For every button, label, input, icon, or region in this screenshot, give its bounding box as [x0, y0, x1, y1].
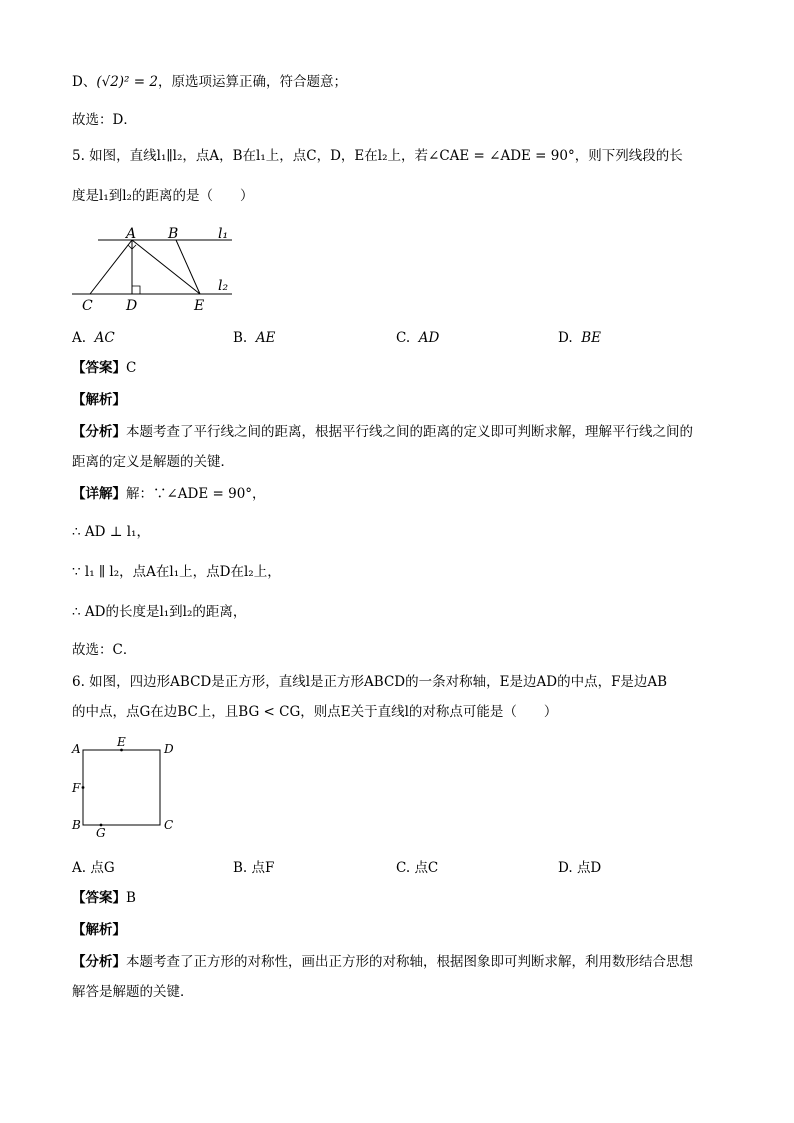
q6-fenxi-tag: 【分析】: [72, 954, 126, 970]
q6-option-c: [396, 858, 438, 878]
q6-option-a: [72, 858, 115, 878]
q6-stem-line2: 的中点，点G在边BC上，且BG < CG，则点E关于直线l的对称点可能是（ ）: [72, 704, 558, 720]
q6-label-e: E: [117, 735, 126, 749]
q5-option-a-text: AC: [94, 330, 115, 346]
q5-stem-line2: 度是l₁到l₂的距离的是（ ）: [72, 188, 254, 204]
q5-answer-value: C: [126, 360, 137, 376]
q5-option-c: [396, 328, 439, 348]
q5-label-a: A: [126, 226, 137, 242]
q5-option-c-text: AD: [418, 330, 440, 346]
q6-label-f: F: [72, 781, 81, 795]
q5-label-l2: l₂: [218, 278, 229, 294]
q6-analysis-tag: [72, 920, 126, 940]
q5-right-angle-d: [132, 286, 140, 294]
q6-point-f: [82, 786, 85, 789]
q5-option-b: [233, 328, 275, 348]
q6-analysis-tag-text: 【解析】: [72, 922, 126, 938]
q5-detail-line4: ∴ AD的长度是l₁到l₂的距离，: [72, 604, 247, 620]
q6-answer-value: B: [126, 890, 136, 906]
q5-label-b: B: [168, 226, 179, 242]
q5-select-line: 故选：C．: [72, 642, 137, 658]
q6-option-b: [233, 858, 274, 878]
q5-segment-ac: [90, 240, 132, 294]
q5-option-b-letter: B.: [233, 330, 248, 346]
q5-figure: [70, 222, 240, 317]
q6-option-c-text: 点C: [414, 860, 439, 876]
q6-stem-line1: 6. 如图，四边形ABCD是正方形，直线l是正方形ABCD的一条对称轴，E是边AD的中点，F是边AB: [72, 674, 668, 690]
q6-label-d: D: [164, 742, 174, 756]
q5-detail-line1: [72, 484, 266, 504]
q5-fenxi-text1: 本题考查了平行线之间的距离，根据平行线之间的距离的定义即可判断求解，理解平行线之间的: [126, 424, 693, 440]
q6-label-a: A: [72, 742, 81, 756]
q6-label-c: C: [164, 818, 174, 832]
q5-fenxi-line2: 距离的定义是解题的关键．: [72, 454, 234, 470]
option-d-expression: (√2)² = 2: [96, 74, 158, 90]
q5-answer-tag: 【答案】: [72, 360, 126, 376]
q6-option-d-letter: D.: [558, 860, 573, 876]
q5-option-d: [558, 328, 601, 348]
q6-option-a-text: 点G: [90, 860, 115, 876]
q6-figure: [68, 733, 188, 838]
q6-point-e: [120, 749, 123, 752]
q5-detail-tag: 【详解】: [72, 486, 126, 502]
q6-option-c-letter: C.: [396, 860, 411, 876]
q6-answer-tag: 【答案】: [72, 890, 126, 906]
q6-label-g: G: [96, 826, 106, 838]
q5-fenxi-tag: 【分析】: [72, 424, 126, 440]
q5-label-d: D: [126, 298, 138, 314]
q5-label-l1: l₁: [218, 226, 229, 242]
q5-segment-ae: [132, 240, 200, 294]
q5-option-c-letter: C.: [396, 330, 411, 346]
q6-fenxi-text1: 本题考查了正方形的对称性，画出正方形的对称轴，根据图象即可判断求解，利用数形结合思想: [126, 954, 693, 970]
q5-detail-line3: ∵ l₁ ∥ l₂，点A在l₁上，点D在l₂上，: [72, 564, 281, 580]
q6-option-b-text: 点F: [251, 860, 275, 876]
option-d-suffix: ，原选项运算正确，符合题意；: [157, 74, 347, 90]
option-d-prefix: D、: [72, 74, 97, 90]
q6-square: [83, 750, 160, 825]
q5-detail-line2: ∴ AD ⊥ l₁，: [72, 524, 150, 540]
q6-answer-line: [72, 888, 136, 908]
q5-option-a: [72, 328, 115, 348]
q5-option-b-text: AE: [255, 330, 276, 346]
q6-fenxi-line2: 解答是解题的关键．: [72, 984, 194, 1000]
q5-stem-line1: 5. 如图，直线l₁∥l₂，点A，B在l₁上，点C，D，E在l₂上，若∠CAE = ∠ADE = 90°，则下列线段的长: [72, 148, 683, 164]
q4-select-line: 故选：D．: [72, 112, 137, 128]
option-d-line: [72, 72, 347, 92]
q5-fenxi-line1: [72, 422, 693, 442]
q6-fenxi-line1: [72, 952, 693, 972]
q6-label-b: B: [72, 818, 81, 832]
q5-detail-text1: 解：∵∠ADE = 90°，: [126, 486, 266, 502]
q5-option-d-letter: D.: [558, 330, 573, 346]
q5-label-c: C: [82, 298, 93, 314]
q6-option-a-letter: A.: [72, 860, 87, 876]
q5-option-a-letter: A.: [72, 330, 87, 346]
q5-answer-line: [72, 358, 136, 378]
q6-option-b-letter: B.: [233, 860, 248, 876]
q5-segment-be: [176, 240, 200, 294]
q5-label-e: E: [194, 298, 205, 314]
q6-option-d-text: 点D: [576, 860, 602, 876]
q6-option-d: [558, 858, 601, 878]
q5-analysis-tag: [72, 390, 126, 410]
q5-analysis-tag-text: 【解析】: [72, 392, 126, 408]
q5-option-d-text: BE: [581, 330, 602, 346]
